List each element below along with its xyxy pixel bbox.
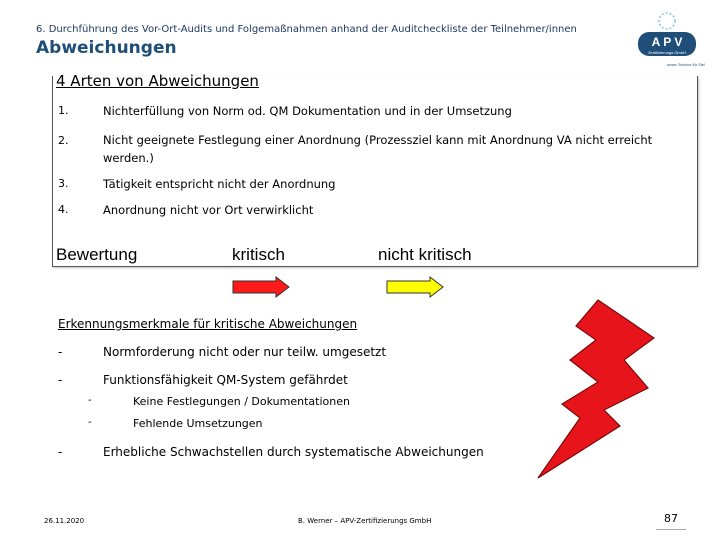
list-item: Nichterfüllung von Norm od. QM Dokumentation und in der Umsetzung — [103, 104, 512, 118]
svg-text:Zertifizierungs GmbH: Zertifizierungs GmbH — [648, 50, 686, 55]
bullet-dash: - — [58, 445, 63, 459]
criteria-subitem: Fehlende Umsetzungen — [133, 417, 263, 430]
lightning-bolt-icon — [536, 298, 656, 484]
critical-label: kritisch — [232, 245, 285, 264]
page-number: 87 — [664, 512, 678, 525]
svg-text:unser Service für Sie!: unser Service für Sie! — [666, 62, 706, 67]
rating-label: Bewertung — [56, 245, 138, 264]
footer-author: B. Werner – APV-Zertifizierungs GmbH — [298, 517, 432, 525]
criteria-subitem: Keine Festlegungen / Dokumentationen — [133, 395, 350, 408]
criteria-item: Normforderung nicht oder nur teilw. umgesetzt — [103, 345, 387, 359]
criteria-heading: Erkennungsmerkmale für kritische Abweichungen — [58, 317, 358, 331]
list-number: 3. — [58, 177, 69, 190]
list-number: 4. — [58, 203, 69, 216]
noncritical-arrow-icon — [386, 276, 444, 302]
bullet-dash: - — [88, 417, 92, 428]
list-item: Tätigkeit entspricht nicht der Anordnung — [103, 177, 336, 191]
bullet-dash: - — [58, 373, 63, 387]
list-item: Nicht geeignete Festlegung einer Anordnung (Prozessziel kann mit Anordnung VA nicht erreicht werden.) — [103, 133, 653, 165]
list-number: 2. — [58, 134, 69, 147]
criteria-item: Erhebliche Schwachstellen durch systematische Abweichungen — [103, 445, 484, 459]
page-number-divider — [656, 529, 686, 530]
list-item: Anordnung nicht vor Ort verwirklicht — [103, 203, 314, 217]
svg-text:A P V: A P V — [651, 35, 683, 49]
list-number: 1. — [58, 104, 69, 117]
bullet-dash: - — [58, 345, 63, 359]
slide-subtitle: 6. Durchführung des Vor-Ort-Audits und Folgemaßnahmen anhand der Auditcheckliste der Teilnehmer/innen — [36, 24, 577, 35]
footer-date: 26.11.2020 — [44, 517, 85, 525]
box-heading: 4 Arten von Abweichungen — [56, 72, 259, 90]
criteria-item: Funktionsfähigkeit QM-System gefährdet — [103, 373, 348, 387]
apv-logo — [626, 10, 708, 72]
bullet-dash: - — [88, 395, 92, 406]
noncritical-label: nicht kritisch — [378, 245, 472, 264]
slide-title: Abweichungen — [36, 38, 177, 58]
critical-arrow-icon — [232, 276, 290, 302]
